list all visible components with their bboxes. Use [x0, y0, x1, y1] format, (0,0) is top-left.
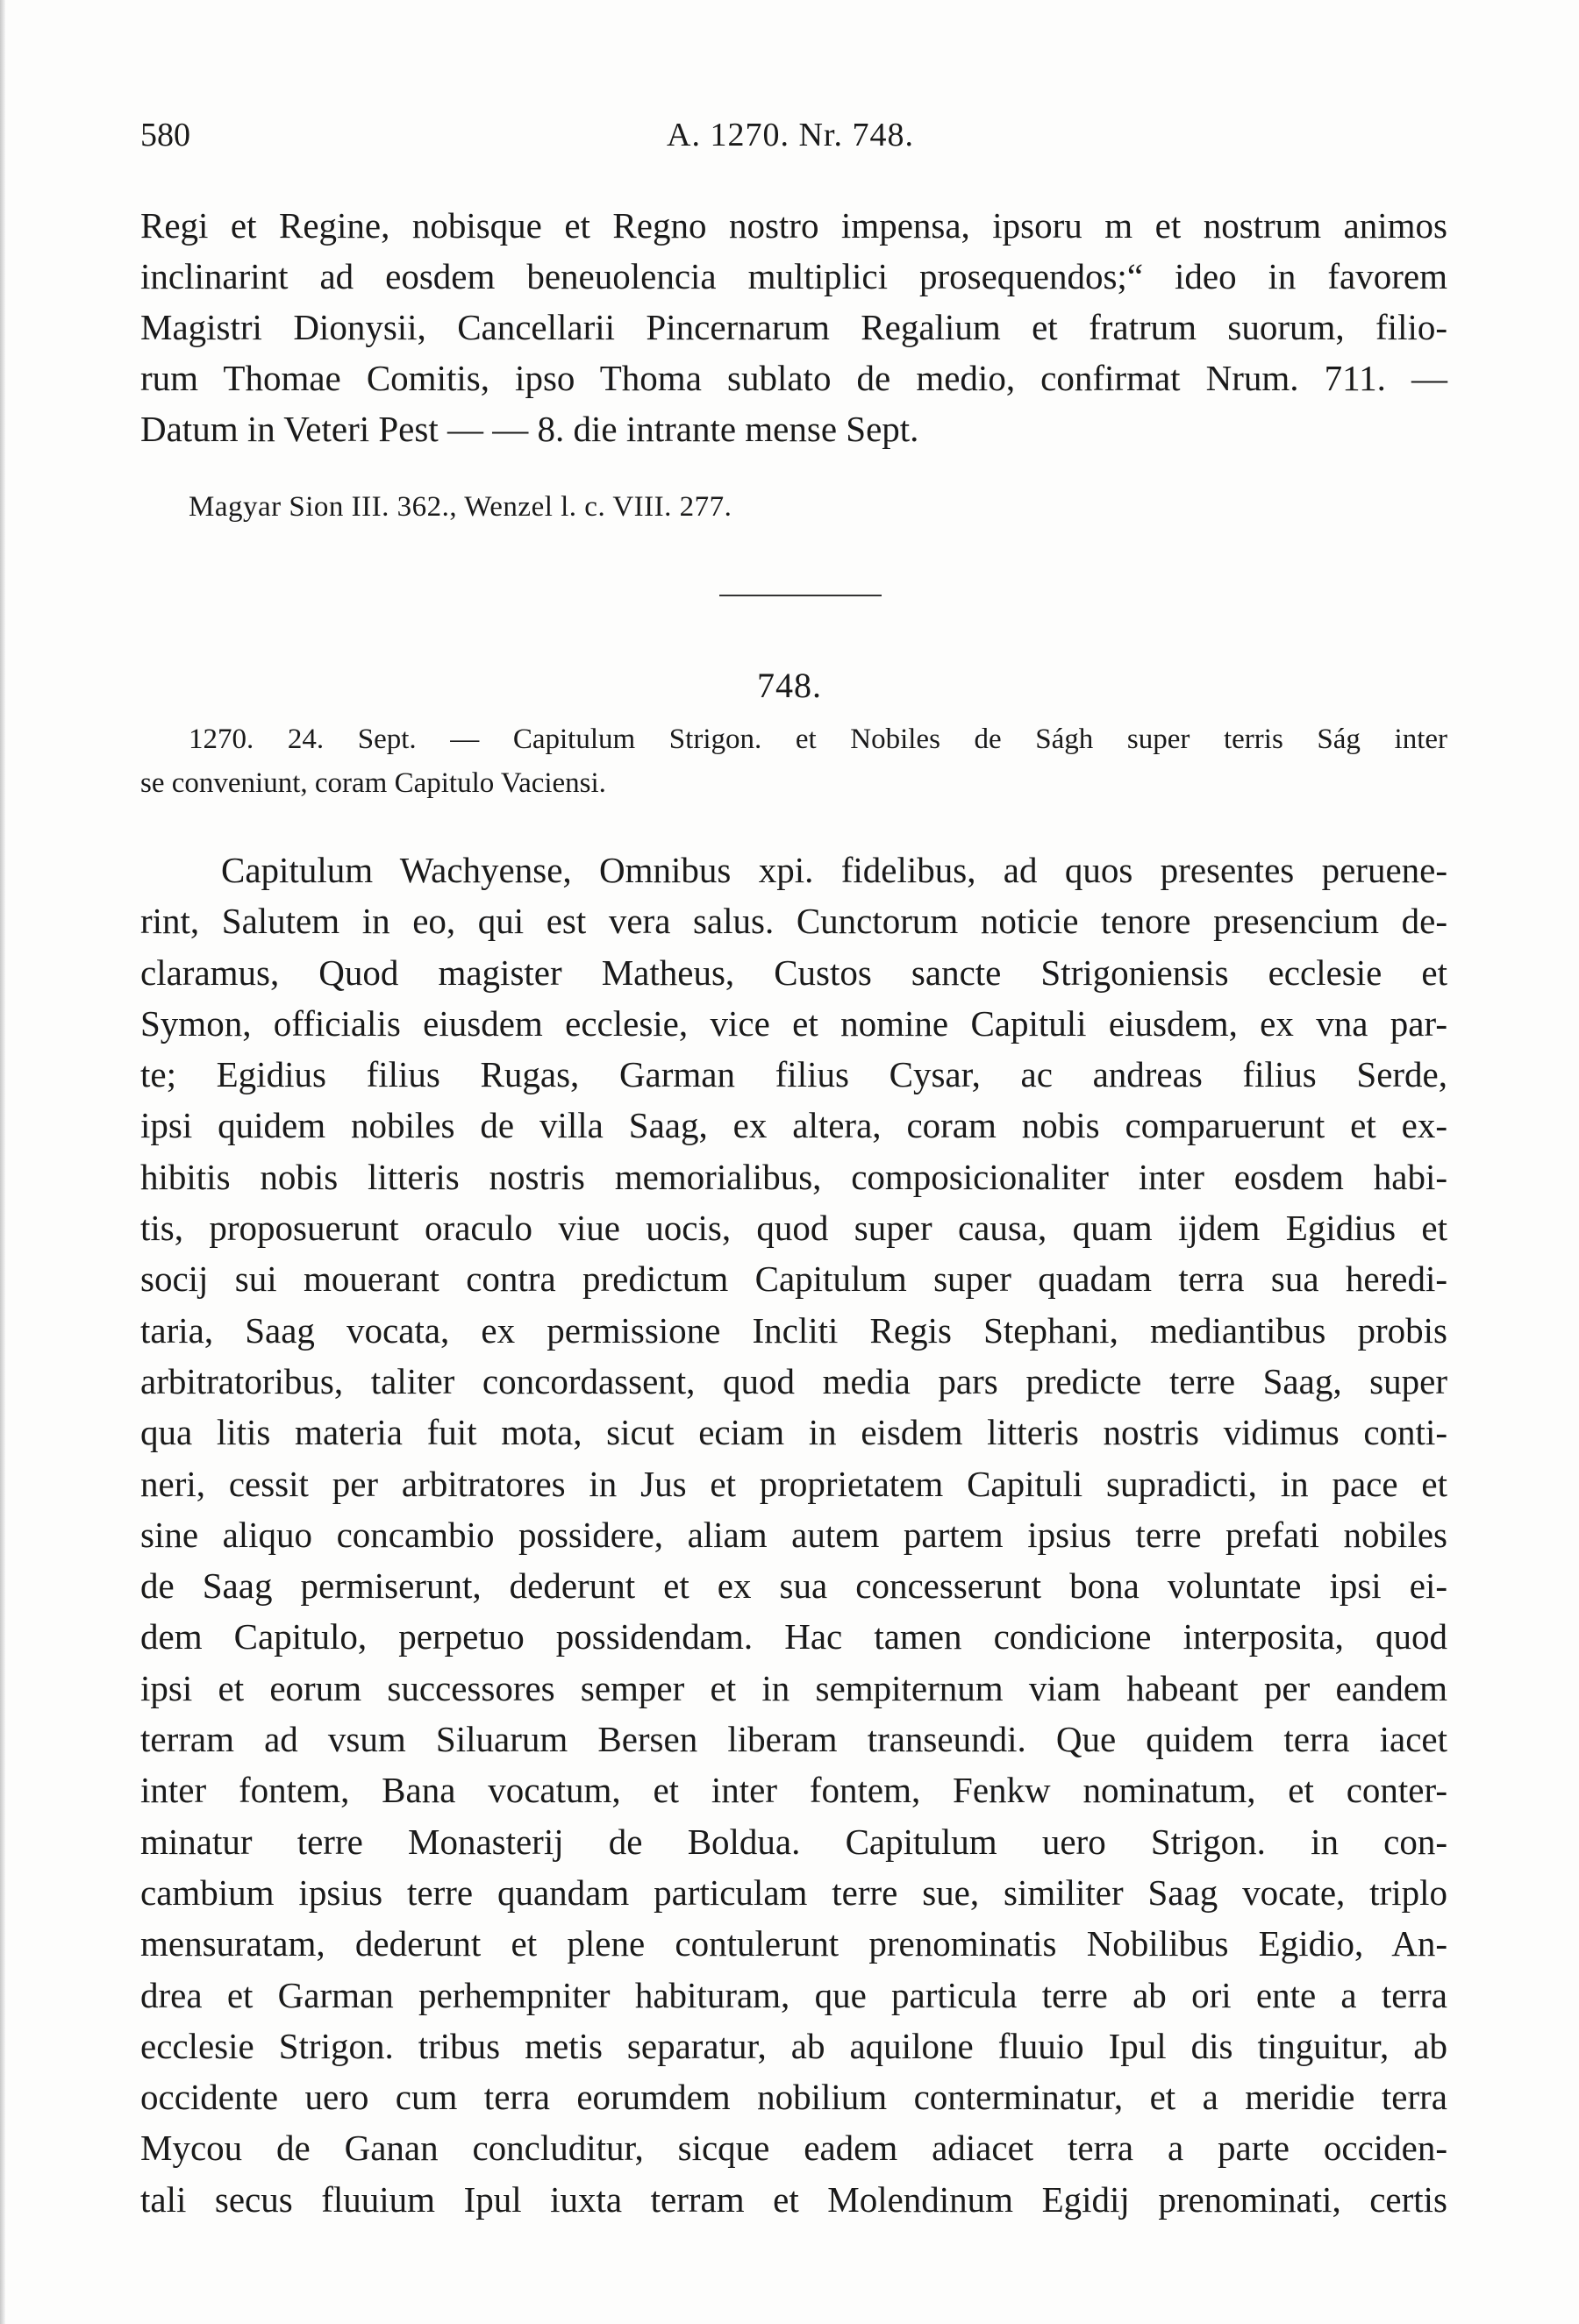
text-line: Datum in Veteri Pest — — 8. die intrante mense Sept.: [140, 409, 919, 449]
text-line: Capitulum Wachyense, Omnibus xpi. fidelibus, ad quos presentes peruene-: [221, 850, 1447, 890]
text-line: sine aliquo concambio possidere, aliam autem partem ipsius terre prefati nobiles: [140, 1514, 1447, 1555]
regest-line: 1270. 24. Sept. — Capitulum Strigon. et Nobiles de Ságh super terris Ság inter: [189, 724, 1447, 755]
text-line: mensuratam, dederunt et plene contulerunt prenominatis Nobilibus Egidio, An-: [140, 1923, 1447, 1964]
text-line: rum Thomae Comitis, ipso Thoma sublato de medio, confirmat Nrum. 711. —: [140, 358, 1447, 398]
running-title: A. 1270. Nr. 748.: [667, 117, 914, 153]
text-line: terram ad vsum Siluarum Bersen liberam transeundi. Que quidem terra iacet: [140, 1719, 1447, 1760]
page-number: 580: [140, 117, 190, 153]
text-line: te; Egidius filius Rugas, Garman filius Cysar, ac andreas filius Serde,: [140, 1054, 1447, 1095]
text-line: cambium ipsius terre quandam particulam terre sue, similiter Saag vocate, triplo: [140, 1871, 1447, 1913]
text-line: neri, cessit per arbitratores in Jus et proprietatem Capituli supradicti, in pace et: [140, 1463, 1447, 1504]
text-line: drea et Garman perhempniter habituram, que particula terre ab ori ente a terra: [140, 1974, 1447, 2015]
text-line: tali secus fluuium Ipul iuxta terram et Molendinum Egidij prenominati, certis: [140, 2178, 1447, 2220]
scan-edge-shadow: [0, 0, 5, 2324]
text-line: Magistri Dionysii, Cancellarii Pincernarum Regalium et fratrum suorum, filio-: [140, 307, 1447, 347]
text-line: ipsi quidem nobiles de villa Saag, ex altera, coram nobis comparuerunt et ex-: [140, 1105, 1447, 1146]
text-line: ecclesie Strigon. tribus metis separatur, ab aquilone fluuio Ipul dis tinguitur, ab: [140, 2025, 1447, 2066]
text-line: taria, Saag vocata, ex permissione Incliti Regis Stephani, mediantibus probis: [140, 1309, 1447, 1351]
page-header: [140, 116, 1456, 168]
text-line: inclinarint ad eosdem beneuolencia multiplici prosequendos;“ ideo in favorem: [140, 256, 1447, 296]
text-line: qua litis materia fuit mota, sicut eciam in eisdem litteris nostris vidimus conti-: [140, 1412, 1447, 1453]
text-line: hibitis nobis litteris nostris memorialibus, composicionaliter inter eosdem habi-: [140, 1156, 1447, 1197]
text-line: inter fontem, Bana vocatum, et inter fontem, Fenkw nominatum, et conter-: [140, 1770, 1447, 1811]
text-line: ipsi et eorum successores semper et in sempiternum viam habeant per eandem: [140, 1667, 1447, 1708]
text-line: occidente uero cum terra eorumdem nobilium conterminatur, et a meridie terra: [140, 2077, 1447, 2118]
text-line: arbitratoribus, taliter concordassent, quod media pars predicte terre Saag, super: [140, 1360, 1447, 1401]
source-citation: Magyar Sion III. 362., Wenzel l. c. VIII. 277.: [189, 491, 732, 523]
text-line: socij sui mouerant contra predictum Capitulum super quadam terra sua heredi-: [140, 1258, 1447, 1300]
text-line: Symon, officialis eiusdem ecclesie, vice et nomine Capituli eiusdem, ex vna par-: [140, 1002, 1447, 1044]
section-divider: [719, 595, 882, 596]
text-line: claramus, Quod magister Matheus, Custos sancte Strigoniensis ecclesie et: [140, 952, 1447, 993]
text-line: Mycou de Ganan concluditur, sicque eadem adiacet terra a parte occiden-: [140, 2128, 1447, 2169]
text-line: tis, proposuerunt oraculo viue uocis, quod super causa, quam ijdem Egidius et: [140, 1208, 1447, 1249]
document-number: 748.: [757, 666, 822, 705]
text-line: de Saag permiserunt, dederunt et ex sua concesserunt bona voluntate ipsi ei-: [140, 1565, 1447, 1607]
regest-line: se conveniunt, coram Capitulo Vaciensi.: [140, 767, 606, 799]
previous-document-ending: [140, 200, 1447, 454]
regest-summary: [140, 717, 1447, 805]
text-line: dem Capitulo, perpetuo possidendam. Hac tamen condicione interposita, quod: [140, 1616, 1447, 1657]
text-line: minatur terre Monasterij de Boldua. Capitulum uero Strigon. in con-: [140, 1821, 1447, 1862]
text-line: Regi et Regine, nobisque et Regno nostro impensa, ipsoru m et nostrum animos: [140, 205, 1447, 246]
charter-text: [140, 845, 1447, 2225]
text-line: rint, Salutem in eo, qui est vera salus. Cunctorum noticie tenore presencium de-: [140, 901, 1447, 942]
